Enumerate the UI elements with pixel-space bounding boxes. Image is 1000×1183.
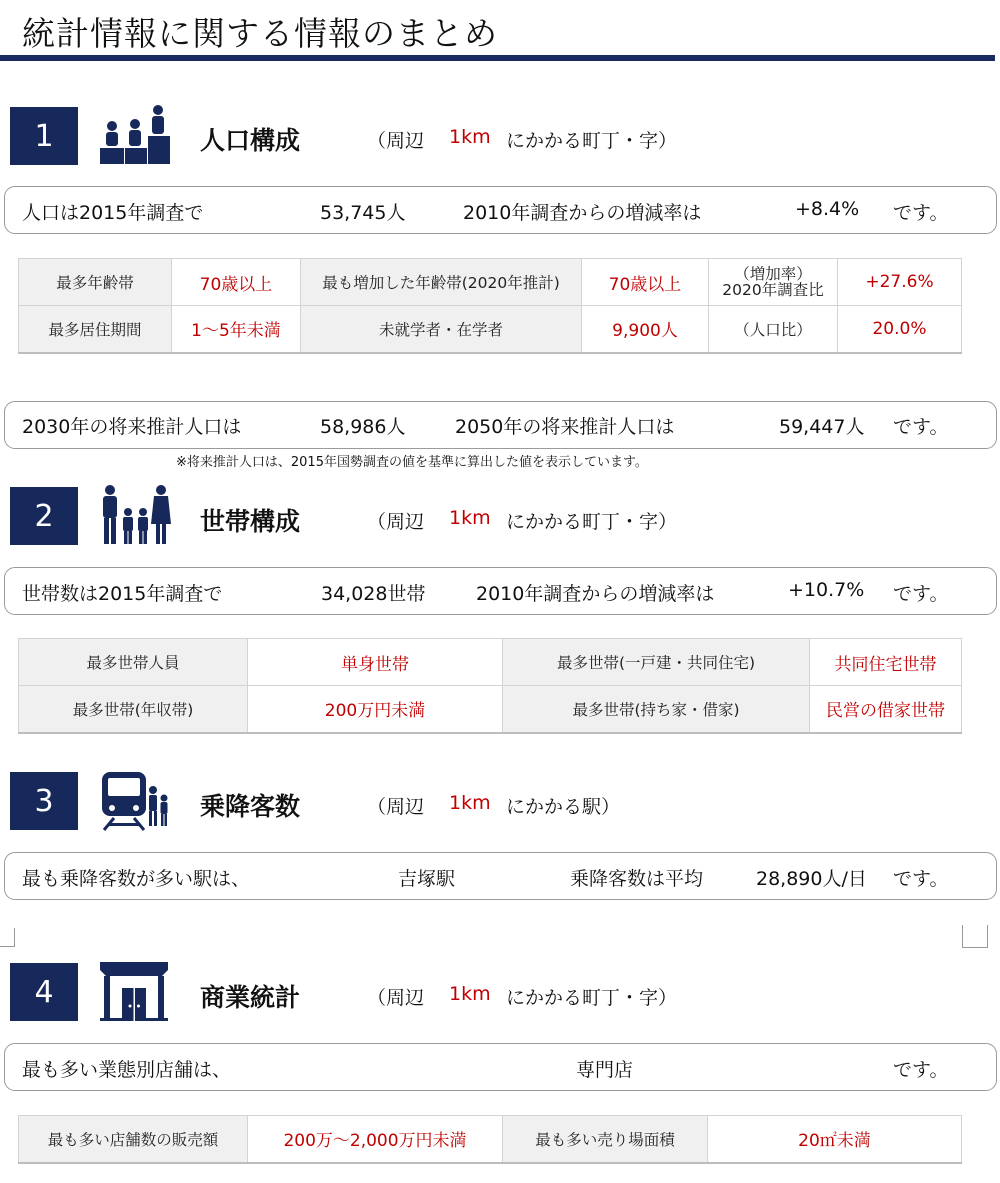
page-corner-mark: [962, 925, 988, 948]
table-cell-label: 最多世帯(年収帯): [19, 686, 248, 733]
table-cell-value: 共同住宅世帯: [810, 639, 962, 686]
growth-rate: +10.7%: [788, 579, 865, 601]
table-cell-label: 最多世帯(一戸建・共同住宅): [503, 639, 810, 686]
scope-close: にかかる町丁・字）: [506, 987, 678, 1009]
table-cell-label: 最多居住期間: [19, 306, 172, 353]
ridership-value: 28,890人/日: [756, 868, 867, 890]
table-cell-value: 単身世帯: [248, 639, 503, 686]
forecast-2030-value: 58,986人: [320, 416, 406, 438]
section-heading: 人口構成: [200, 126, 301, 155]
scope-distance: 1km: [449, 792, 491, 814]
forecast-2050-value: 59,447人: [779, 416, 865, 438]
table-cell-label: 最多年齢帯: [19, 259, 172, 306]
suffix-text: です。: [893, 583, 949, 605]
scope-open: （周辺: [367, 511, 425, 533]
table-cell-label: 最多世帯人員: [19, 639, 248, 686]
suffix-text: です。: [893, 416, 949, 438]
growth-rate: +8.4%: [795, 198, 860, 220]
scope-close: にかかる町丁・字）: [506, 130, 678, 152]
table-cell-value: 9,900人: [582, 306, 709, 353]
table-cell-label: 最も多い店舗数の販売額: [19, 1116, 248, 1163]
scope-open: （周辺: [367, 987, 425, 1009]
title-rule: [0, 55, 995, 61]
table-cell-label: 未就学者・在学者: [301, 306, 582, 353]
store-type: 専門店: [576, 1059, 634, 1081]
page-corner-mark: [0, 928, 15, 947]
table-cell-label: 最も多い売り場面積: [503, 1116, 708, 1163]
section-number-4: 4: [10, 963, 78, 1021]
table-cell-label: （人口比）: [709, 306, 838, 353]
commerce-stats-table: [18, 1115, 962, 1164]
table-cell-label: [709, 259, 838, 306]
growth-label: 2010年調査からの増減率は: [463, 202, 702, 224]
household-value: 34,028世帯: [321, 583, 426, 605]
scope-distance: 1km: [449, 126, 491, 148]
station-prefix: 最も乗降客数が多い駅は、: [22, 868, 251, 890]
section-number-2: 2: [10, 487, 78, 545]
table-cell-value: 民営の借家世帯: [810, 686, 962, 733]
section-heading: 世帯構成: [200, 507, 301, 536]
household-prefix: 世帯数は2015年調査で: [22, 583, 223, 605]
station-name: 吉塚駅: [398, 868, 456, 890]
scope-open: （周辺: [367, 796, 425, 818]
table-cell-value: 70歳以上: [172, 259, 301, 306]
table-cell-value: 20㎡未満: [708, 1116, 962, 1163]
table-cell-value: 200万円未満: [248, 686, 503, 733]
suffix-text: です。: [893, 202, 949, 224]
increase-rate-label: （増加率）: [734, 265, 812, 283]
population-stats-table: [18, 258, 962, 354]
growth-label: 2010年調査からの増減率は: [476, 583, 715, 605]
scope-close: にかかる駅）: [506, 796, 621, 818]
table-cell-value: +27.6%: [838, 259, 962, 306]
scope-distance: 1km: [449, 507, 491, 529]
table-cell-value: 1～5年未満: [172, 306, 301, 353]
scope-close: にかかる町丁・字）: [506, 511, 678, 533]
ridership-label: 乗降客数は平均: [570, 868, 704, 890]
page-title: 統計情報に関する情報のまとめ: [22, 14, 498, 53]
store-icon: [100, 960, 172, 1022]
household-stats-table: [18, 638, 962, 734]
people-icon: [100, 104, 172, 166]
suffix-text: です。: [893, 868, 949, 890]
section-heading: 乗降客数: [200, 792, 301, 821]
train-icon: [100, 770, 172, 832]
table-cell-value: 70歳以上: [582, 259, 709, 306]
store-prefix: 最も多い業態別店舗は、: [22, 1059, 232, 1081]
forecast-2050-label: 2050年の将来推計人口は: [455, 416, 675, 438]
table-cell-value: 200万～2,000万円未満: [248, 1116, 503, 1163]
family-icon: [100, 484, 172, 546]
population-prefix: 人口は2015年調査で: [22, 202, 204, 224]
table-cell-label: 最多世帯(持ち家・借家): [503, 686, 810, 733]
table-cell-label: 最も増加した年齢帯(2020年推計): [301, 259, 582, 306]
population-value: 53,745人: [320, 202, 406, 224]
section-number-1: 1: [10, 107, 78, 165]
comparison-label: 2020年調査比: [722, 281, 824, 299]
forecast-2030-label: 2030年の将来推計人口は: [22, 416, 242, 438]
table-cell-value: 20.0%: [838, 306, 962, 353]
suffix-text: です。: [893, 1059, 949, 1081]
forecast-note: ※将来推計人口は、2015年国勢調査の値を基準に算出した値を表示しています。: [176, 455, 648, 470]
scope-distance: 1km: [449, 983, 491, 1005]
section-number-3: 3: [10, 772, 78, 830]
scope-open: （周辺: [367, 130, 425, 152]
section-heading: 商業統計: [200, 983, 301, 1012]
